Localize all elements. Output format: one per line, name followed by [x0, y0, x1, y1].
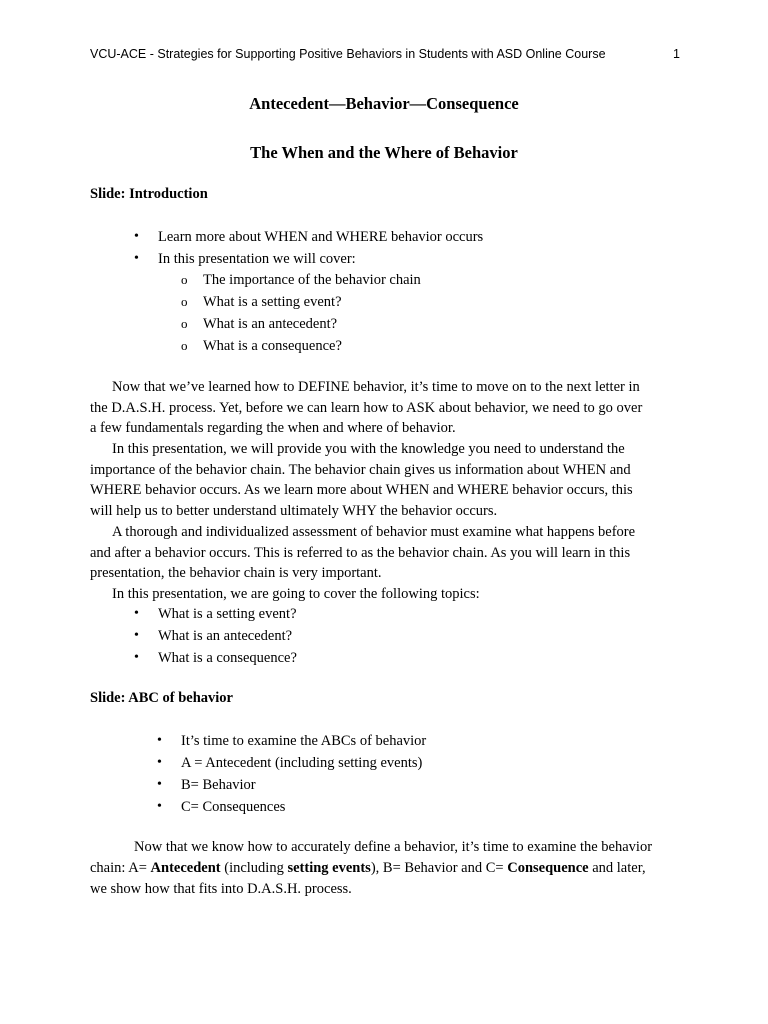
- sub-bullet-text: What is a setting event?: [203, 294, 342, 310]
- circle-bullet-icon: o: [181, 294, 188, 309]
- intro-bullet-list: [134, 228, 484, 272]
- list-item: [181, 271, 421, 293]
- bullet-icon: •: [134, 650, 139, 665]
- bold-term-setting-events: setting events: [287, 860, 371, 876]
- slide-heading-abc: Slide: ABC of behavior: [90, 690, 233, 706]
- bullet-text: What is an antecedent?: [158, 628, 293, 644]
- bullet-icon: •: [157, 799, 162, 814]
- bullet-icon: •: [134, 229, 139, 244]
- bullet-icon: •: [157, 755, 162, 770]
- abc-bullet-list: [157, 732, 427, 820]
- bullet-icon: •: [134, 606, 139, 621]
- paragraph-line: will help us to better understand ultimately WHY the behavior occurs.: [90, 503, 498, 520]
- slide-heading-introduction: Slide: Introduction: [90, 186, 208, 202]
- text-run: ), B= Behavior and C=: [370, 860, 508, 876]
- bullet-text: C= Consequences: [181, 799, 286, 815]
- paragraph-line: A thorough and individualized assessment of behavior must examine what happens before: [112, 523, 636, 540]
- circle-bullet-icon: o: [181, 316, 188, 331]
- bullet-text: B= Behavior: [181, 777, 256, 793]
- sub-bullet-text: What is a consequence?: [203, 338, 342, 354]
- course-title: VCU-ACE - Strategies for Supporting Positive Behaviors in Students with ASD Online Course: [90, 47, 606, 61]
- bullet-text: A = Antecedent (including setting events): [181, 755, 423, 771]
- list-item: [157, 732, 427, 754]
- paragraph-line: presentation, the behavior chain is very important.: [90, 565, 382, 582]
- list-item: [134, 228, 484, 250]
- page-header: [90, 47, 680, 61]
- text-run: and later,: [588, 860, 646, 876]
- bullet-text: It’s time to examine the ABCs of behavior: [181, 733, 427, 749]
- bullet-text: What is a consequence?: [158, 650, 297, 666]
- paragraph-line: WHERE behavior occurs. As we learn more about WHEN and WHERE behavior occurs, this: [90, 482, 633, 499]
- paragraph-line: we show how that fits into D.A.S.H. process.: [90, 881, 352, 897]
- abc-closing-text: [90, 837, 690, 900]
- list-item: [181, 337, 421, 359]
- bullet-icon: •: [134, 251, 139, 266]
- bullet-text: In this presentation we will cover:: [158, 251, 356, 267]
- paragraph-line: In this presentation, we will provide you with the knowledge you need to understand the: [112, 441, 625, 458]
- bullet-icon: •: [157, 733, 162, 748]
- bold-term-antecedent: Antecedent: [150, 860, 221, 876]
- circle-bullet-icon: o: [181, 338, 188, 353]
- list-item: [157, 776, 426, 798]
- paragraph-line: Now that we’ve learned how to DEFINE behavior, it’s time to move on to the next letter in: [112, 379, 640, 395]
- paragraph-line: the D.A.S.H. process. Yet, before we can learn how to ASK about behavior, we need to go over: [90, 399, 643, 416]
- bullet-icon: •: [157, 777, 162, 792]
- paragraph-line: and after a behavior occurs. This is referred to as the behavior chain. As you will learn in this: [90, 544, 631, 561]
- list-item: [134, 250, 483, 272]
- sub-bullet-text: The importance of the behavior chain: [203, 272, 421, 288]
- list-item: [134, 649, 297, 671]
- topic-bullet-list: [134, 605, 297, 671]
- page-number: 1: [673, 47, 680, 61]
- bullet-text: What is a setting event?: [158, 606, 297, 622]
- paragraph-line: importance of the behavior chain. The behavior chain gives us information about WHEN and: [90, 461, 631, 478]
- circle-bullet-icon: o: [181, 272, 188, 287]
- list-item: [181, 293, 421, 315]
- paragraph-line: a few fundamentals regarding the when and where of behavior.: [90, 420, 456, 437]
- list-item: [157, 798, 426, 820]
- bullet-text: Learn more about WHEN and WHERE behavior occurs: [158, 229, 484, 245]
- text-run: chain: A=: [90, 860, 151, 876]
- sub-bullet-text: What is an antecedent?: [203, 316, 338, 332]
- intro-body-text: [90, 377, 690, 605]
- list-item: [181, 315, 421, 337]
- text-run: (including: [220, 860, 288, 876]
- document-title: Antecedent—Behavior—Consequence: [249, 94, 519, 113]
- paragraph-line: Now that we know how to accurately define a behavior, it’s time to examine the behavior: [134, 839, 653, 855]
- paragraph-line: [90, 858, 690, 879]
- intro-sub-bullet-list: [181, 271, 421, 359]
- list-item: [157, 754, 426, 776]
- list-item: [134, 627, 297, 649]
- list-item: [134, 605, 297, 627]
- bullet-icon: •: [134, 628, 139, 643]
- document-subtitle: The When and the Where of Behavior: [250, 143, 518, 162]
- bold-term-consequence: Consequence: [507, 860, 589, 876]
- paragraph-line: In this presentation, we are going to cover the following topics:: [112, 585, 480, 602]
